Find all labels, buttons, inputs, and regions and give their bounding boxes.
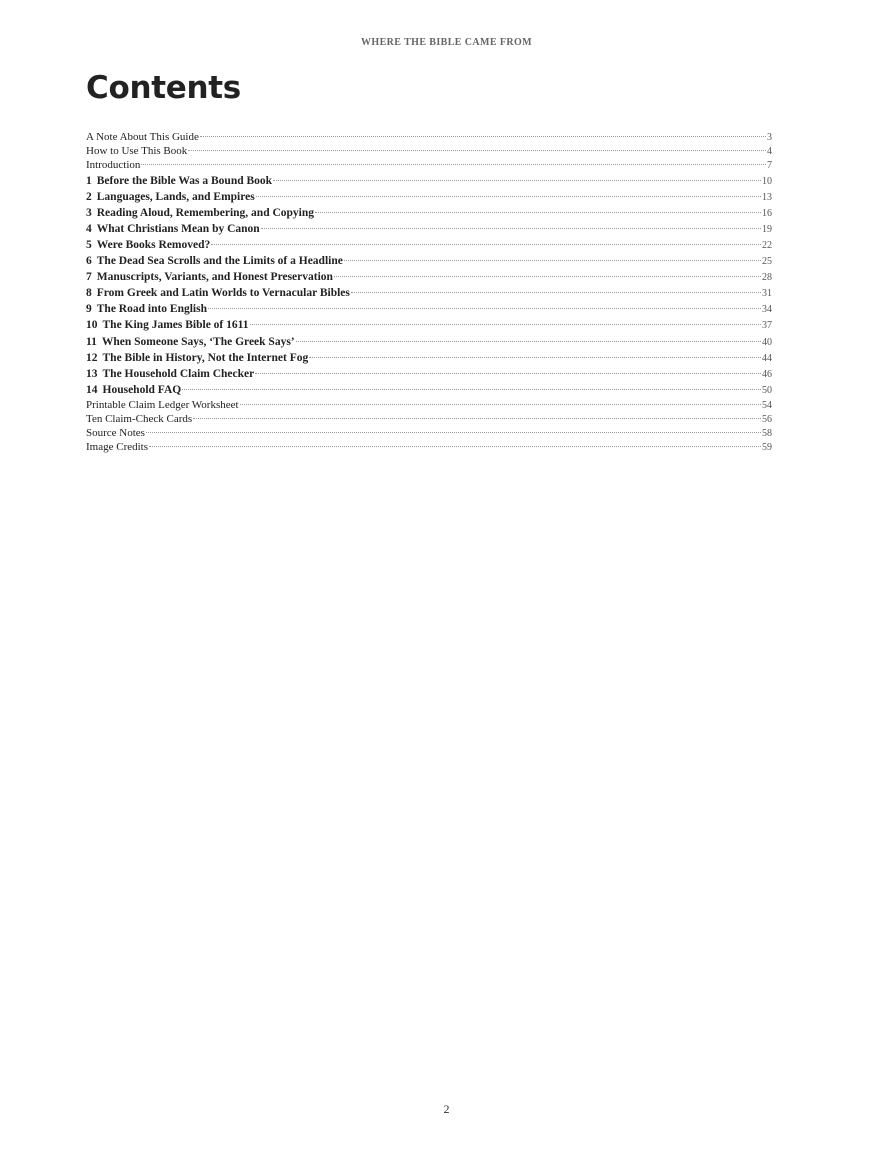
toc-page-number: 37 — [762, 320, 772, 332]
toc-dot-leader — [200, 136, 766, 137]
toc-entry[interactable] — [86, 440, 774, 454]
toc-page-number: 13 — [762, 191, 772, 203]
toc-page-number: 50 — [762, 384, 772, 396]
toc-page-number: 58 — [762, 428, 772, 440]
toc-chapter-entry[interactable] — [86, 382, 774, 398]
toc-entry-label: Languages, Lands, and Empires — [96, 190, 255, 203]
toc-page-number: 3 — [767, 132, 772, 143]
toc-entry-label: Before the Bible Was a Bound Book — [96, 174, 273, 187]
toc-entry-label: Image Credits — [86, 441, 149, 454]
toc-chapter-entry[interactable] — [86, 269, 774, 285]
toc-chapter-entry[interactable] — [86, 366, 774, 382]
toc-entry-label: Manuscripts, Variants, and Honest Preservation — [96, 271, 333, 284]
toc-page-number: 40 — [762, 336, 772, 348]
table-of-contents — [86, 130, 774, 455]
toc-dot-leader — [146, 432, 761, 433]
toc-dot-leader — [208, 308, 761, 309]
page-number: 2 — [443, 1102, 450, 1116]
toc-page-number: 28 — [762, 272, 772, 284]
toc-entry-label: The Dead Sea Scrolls and the Limits of a Headline — [96, 255, 343, 268]
toc-page-number: 10 — [762, 175, 772, 187]
toc-dot-leader — [351, 292, 761, 293]
toc-page-number: 31 — [762, 288, 772, 300]
toc-entry-label: The Bible in History, Not the Internet Fog — [102, 351, 309, 364]
toc-dot-leader — [296, 341, 761, 342]
running-head: WHERE THE BIBLE CAME FROM — [361, 37, 532, 48]
toc-page-number: 59 — [762, 442, 772, 454]
toc-dot-leader — [344, 260, 761, 261]
toc-dot-leader — [334, 276, 761, 277]
toc-dot-leader — [141, 164, 766, 165]
toc-page-number: 22 — [762, 239, 772, 251]
toc-chapter-number: 14 — [86, 383, 98, 396]
toc-dot-leader — [315, 212, 761, 213]
toc-page-number: 25 — [762, 256, 772, 268]
toc-entry-label: Printable Claim Ledger Worksheet — [86, 398, 239, 411]
toc-chapter-entry[interactable] — [86, 334, 774, 350]
toc-dot-leader — [240, 404, 761, 405]
toc-page-number: 54 — [762, 399, 772, 411]
toc-chapter-number: 3 — [86, 206, 92, 219]
toc-dot-leader — [193, 418, 761, 419]
toc-dot-leader — [255, 373, 761, 374]
toc-page-number: 34 — [762, 304, 772, 316]
toc-dot-leader — [149, 446, 761, 447]
toc-entry-label: What Christians Mean by Canon — [96, 222, 260, 235]
toc-chapter-number: 7 — [86, 271, 92, 284]
toc-page-number: 44 — [762, 352, 772, 364]
toc-chapter-entry[interactable] — [86, 350, 774, 366]
toc-chapter-entry[interactable] — [86, 205, 774, 221]
toc-chapter-entry[interactable] — [86, 301, 774, 317]
toc-entry-label: From Greek and Latin Worlds to Vernacular Bibles — [96, 287, 350, 300]
toc-page-number: 19 — [762, 223, 772, 235]
toc-chapter-number: 6 — [86, 255, 92, 268]
toc-chapter-number: 4 — [86, 222, 92, 235]
toc-entry-label: Source Notes — [86, 427, 145, 440]
toc-entry-label: The Household Claim Checker — [102, 367, 255, 380]
toc-entry-label: Introduction — [86, 159, 141, 172]
toc-chapter-number: 11 — [86, 335, 97, 348]
toc-entry-label: When Someone Says, ‘The Greek Says’ — [101, 335, 295, 348]
toc-dot-leader — [256, 196, 761, 197]
toc-chapter-number: 9 — [86, 303, 92, 316]
toc-dot-leader — [250, 324, 762, 325]
toc-chapter-number: 12 — [86, 351, 98, 364]
toc-chapter-number: 5 — [86, 238, 92, 251]
toc-chapter-entry[interactable] — [86, 237, 774, 253]
toc-entry[interactable] — [86, 398, 774, 412]
toc-page-number: 16 — [762, 207, 772, 219]
toc-entry-label: The King James Bible of 1611 — [102, 319, 249, 332]
toc-dot-leader — [182, 389, 761, 390]
toc-entry[interactable] — [86, 144, 774, 158]
toc-chapter-entry[interactable] — [86, 253, 774, 269]
toc-chapter-number: 10 — [86, 319, 98, 332]
toc-entry-label: Ten Claim-Check Cards — [86, 413, 193, 426]
toc-page-number: 46 — [762, 368, 772, 380]
toc-chapter-number: 13 — [86, 367, 98, 380]
toc-dot-leader — [261, 228, 761, 229]
toc-entry-label: Household FAQ — [102, 383, 182, 396]
toc-entry-label: Were Books Removed? — [96, 238, 211, 251]
toc-entry[interactable] — [86, 426, 774, 440]
toc-chapter-entry[interactable] — [86, 173, 774, 189]
toc-entry-label: The Road into English — [96, 303, 207, 316]
toc-page-number: 4 — [767, 146, 772, 158]
toc-chapter-number: 2 — [86, 190, 92, 203]
toc-entry-label: How to Use This Book — [86, 145, 188, 158]
toc-page-number: 7 — [767, 160, 772, 172]
toc-dot-leader — [273, 180, 761, 181]
page-title: Contents — [86, 70, 241, 106]
toc-entry[interactable] — [86, 158, 774, 172]
toc-page-number: 56 — [762, 414, 772, 426]
toc-entry[interactable] — [86, 412, 774, 426]
toc-chapter-number: 1 — [86, 174, 92, 187]
toc-chapter-entry[interactable] — [86, 221, 774, 237]
toc-chapter-entry[interactable] — [86, 285, 774, 301]
toc-dot-leader — [309, 357, 761, 358]
toc-entry[interactable] — [86, 130, 774, 144]
toc-dot-leader — [188, 150, 766, 151]
toc-entry-label: Reading Aloud, Remembering, and Copying — [96, 206, 315, 219]
toc-chapter-entry[interactable] — [86, 317, 774, 333]
toc-dot-leader — [211, 244, 761, 245]
toc-chapter-entry[interactable] — [86, 189, 774, 205]
toc-chapter-number: 8 — [86, 287, 92, 300]
toc-entry-label: A Note About This Guide — [86, 131, 199, 143]
